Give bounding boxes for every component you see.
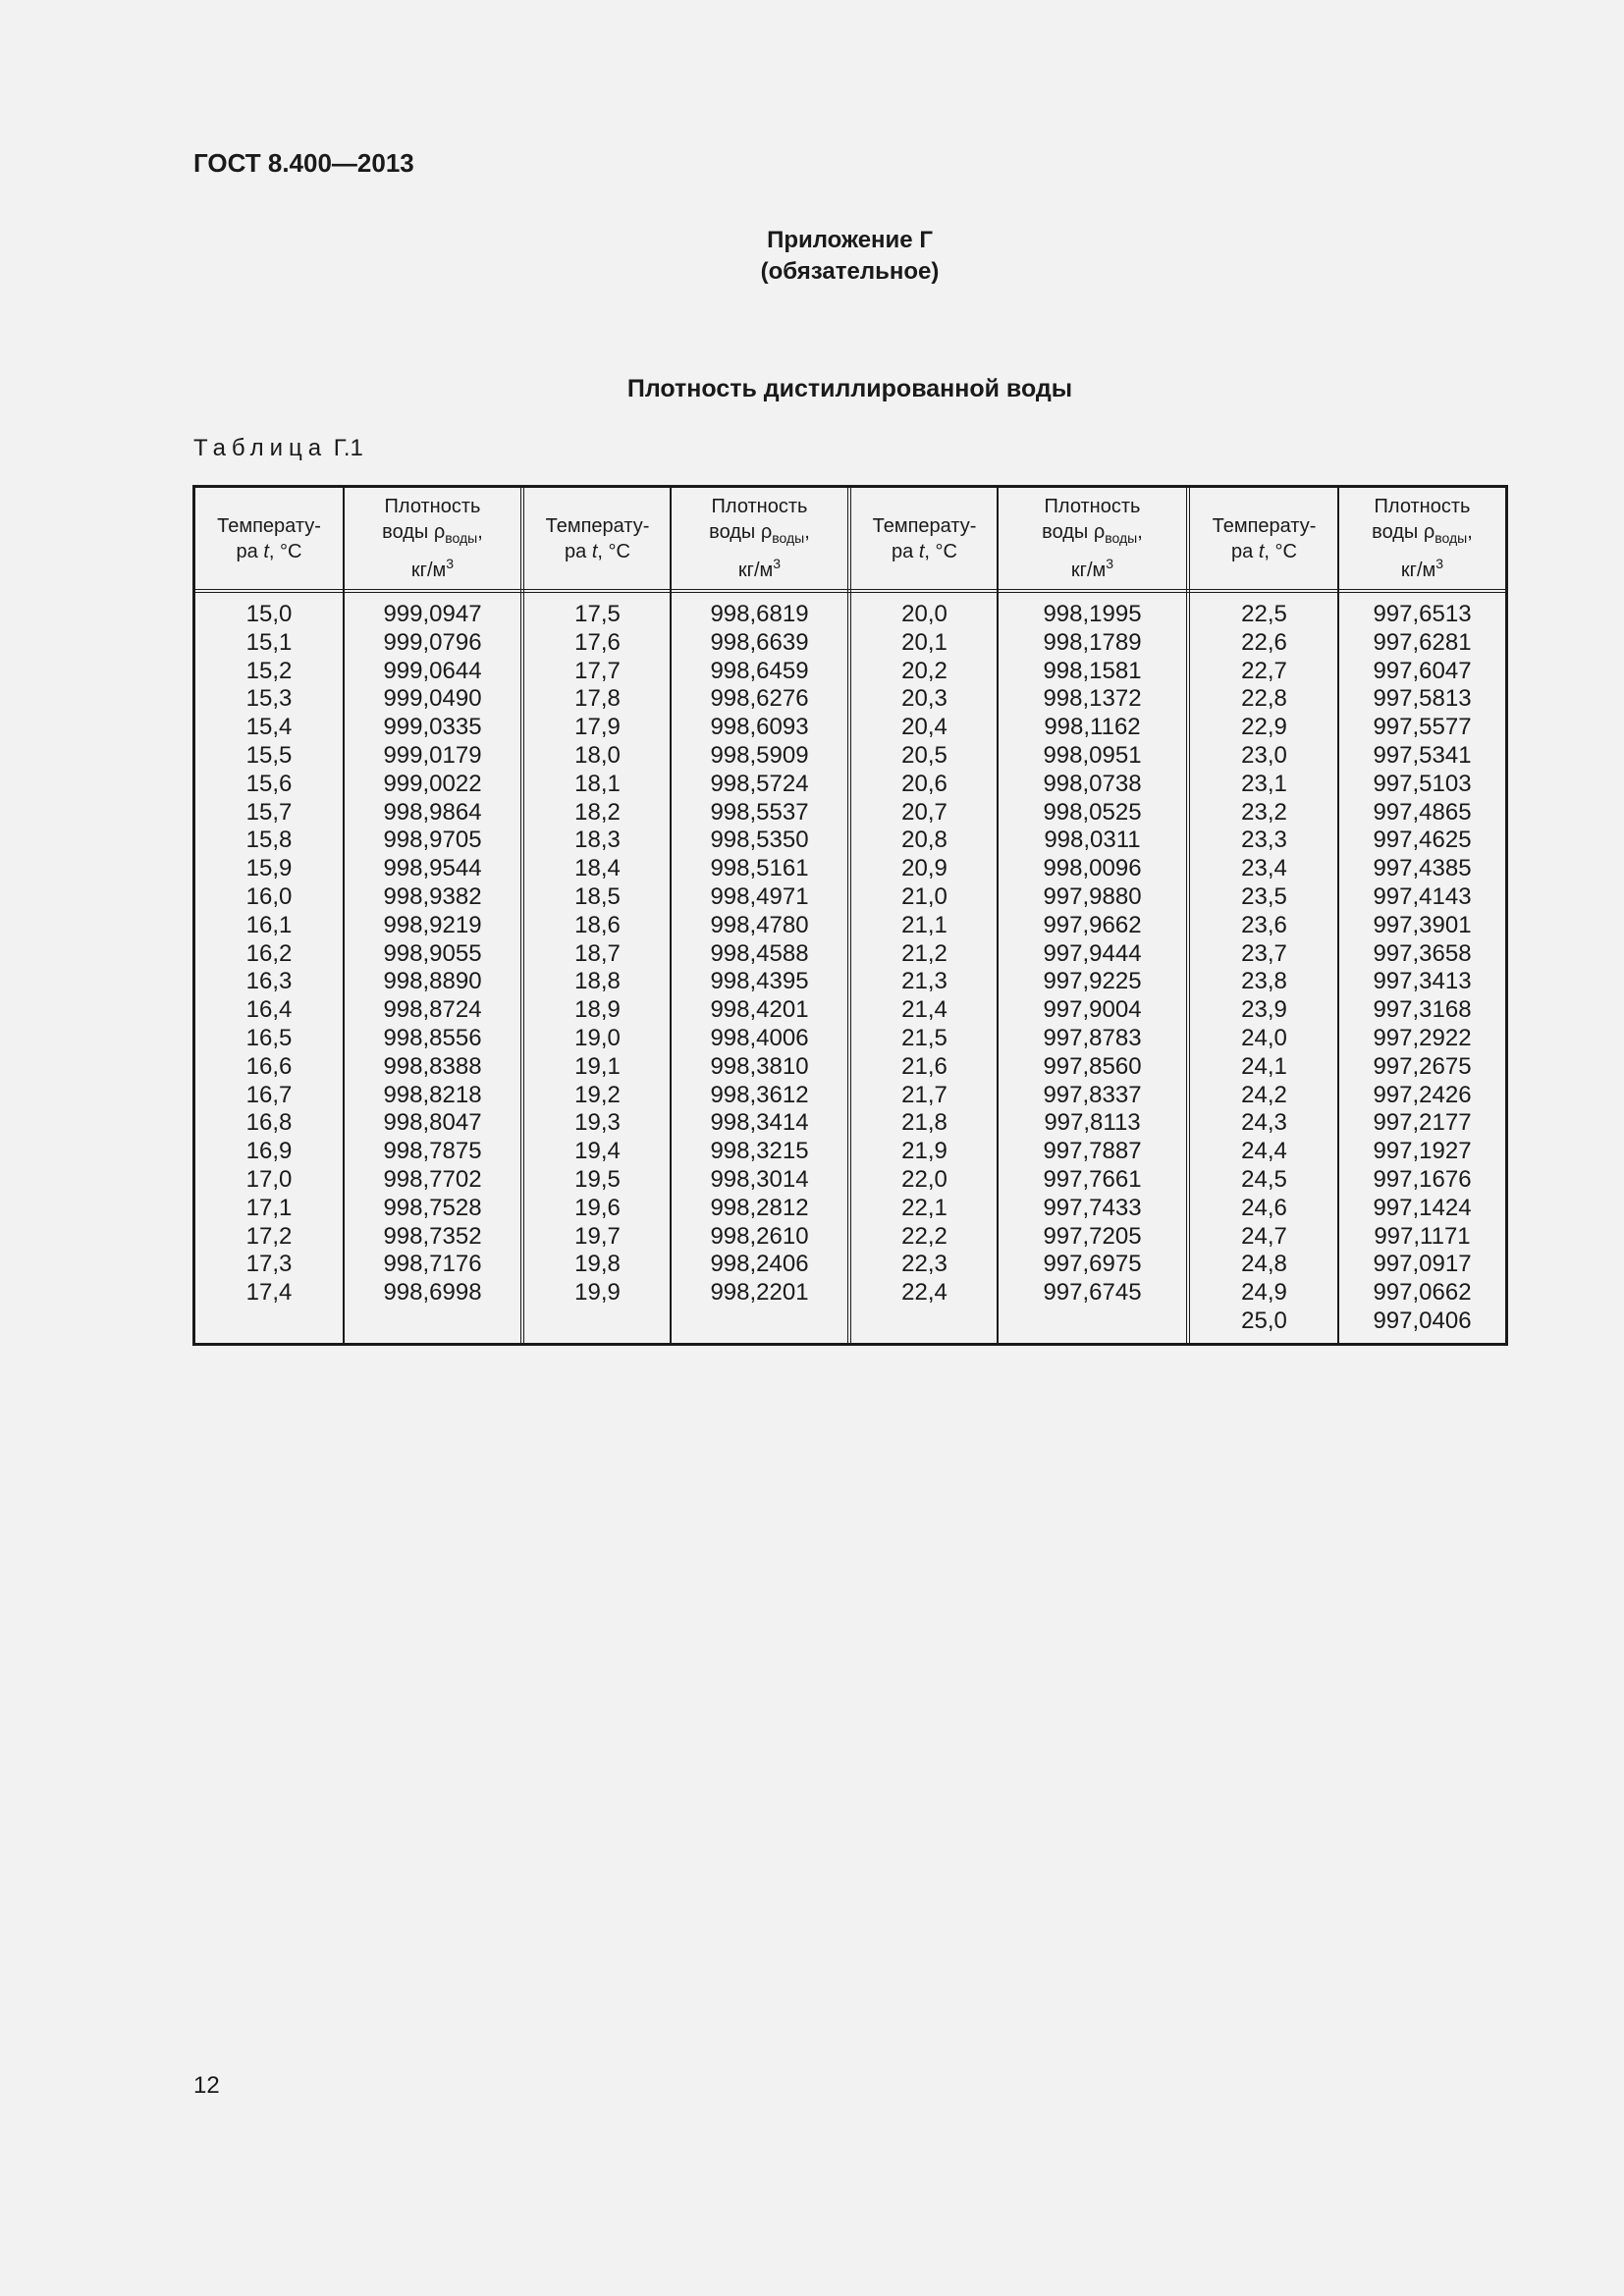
temperature-cell: 20,0: [901, 601, 947, 627]
header-density-unit-exponent: 3: [773, 556, 782, 571]
density-cell: 998,6459: [710, 657, 809, 684]
density-cell: 998,3612: [710, 1081, 809, 1108]
temperature-cell: 20,1: [901, 628, 947, 656]
document-code: ГОСТ 8.400—2013: [193, 148, 414, 178]
header-temperature-unit: , °С: [268, 540, 302, 562]
density-cell: 998,4780: [710, 911, 809, 938]
temperature-cell: 23,3: [1241, 827, 1287, 854]
header-density-subscript: воды: [772, 530, 805, 546]
temperature-cell: 17,1: [245, 1194, 293, 1221]
temperature-cell: 22,8: [1241, 685, 1287, 713]
header-temperature-variable: t: [1258, 540, 1265, 562]
temperature-cell: 20,5: [901, 741, 947, 769]
density-cell: 997,9004: [1043, 996, 1142, 1024]
density-cell: 998,2406: [710, 1251, 809, 1278]
temperature-cell: 15,8: [245, 827, 293, 854]
density-cell: 999,0644: [383, 657, 482, 684]
header-temperature-line1: Температу-: [217, 514, 321, 537]
density-cell: 999,0179: [383, 741, 482, 769]
density-cell: 997,8337: [1043, 1081, 1142, 1108]
temperature-cell: 22,7: [1241, 657, 1287, 684]
temperature-cell: 16,2: [245, 939, 293, 967]
density-cell: 997,0662: [1373, 1279, 1472, 1307]
temperature-cell: 18,3: [574, 827, 621, 854]
temperature-cell: 23,1: [1241, 770, 1287, 797]
density-cell: 997,1676: [1373, 1165, 1472, 1193]
density-cell: 997,4385: [1373, 855, 1472, 882]
temperature-cell: 21,2: [901, 939, 947, 967]
density-cell: 998,8890: [383, 968, 482, 995]
density-column: [1339, 601, 1505, 1336]
density-cell: 998,8388: [383, 1052, 482, 1080]
density-cell: 997,6281: [1373, 628, 1472, 656]
density-cell: 997,8113: [1044, 1109, 1141, 1137]
temperature-cell: 17,8: [574, 685, 621, 713]
density-cell: 998,7352: [383, 1222, 482, 1250]
temperature-cell: 22,1: [901, 1194, 947, 1221]
temperature-cell: 16,1: [245, 911, 293, 938]
density-cell: 998,1581: [1043, 657, 1142, 684]
header-density-prefix: воды: [382, 521, 434, 543]
density-cell: 997,5103: [1373, 770, 1472, 797]
temperature-cell: 24,7: [1241, 1222, 1287, 1250]
temperature-cell: 21,8: [901, 1109, 947, 1137]
temperature-cell: 24,4: [1241, 1138, 1287, 1165]
header-temperature-line1: Температу-: [545, 514, 650, 537]
density-cell: 998,7176: [383, 1251, 482, 1278]
appendix-title: Приложение Г: [767, 227, 933, 253]
density-cell: 997,9444: [1043, 939, 1142, 967]
header-density-prefix: воды: [709, 521, 761, 543]
temperature-cell: 19,0: [574, 1024, 621, 1051]
density-cell: 997,1927: [1373, 1138, 1472, 1165]
density-cell: 998,6819: [710, 601, 809, 627]
header-density: [1339, 488, 1505, 589]
density-cell: 998,5350: [710, 827, 809, 854]
temperature-cell: 18,0: [574, 741, 621, 769]
temperature-cell: 16,9: [245, 1138, 293, 1165]
density-cell: 998,7528: [383, 1194, 482, 1221]
temperature-cell: 18,5: [574, 882, 621, 910]
density-table: [192, 485, 1508, 1346]
temperature-cell: 17,6: [574, 628, 621, 656]
density-cell: 998,8556: [383, 1024, 482, 1051]
density-cell: 998,4201: [710, 996, 809, 1024]
temperature-cell: 18,1: [574, 770, 621, 797]
header-temperature-unit: , °С: [924, 540, 957, 562]
temperature-cell: 24,1: [1241, 1052, 1287, 1080]
group-divider: [520, 488, 524, 1343]
header-density: [345, 488, 520, 589]
header-density-unit: кг/м: [737, 560, 774, 581]
density-cell: 997,7433: [1043, 1194, 1142, 1221]
density-cell: 998,2610: [710, 1222, 809, 1250]
density-cell: 997,4143: [1373, 882, 1472, 910]
temperature-cell: 19,7: [574, 1222, 621, 1250]
temperature-cell: 21,5: [901, 1024, 947, 1051]
header-density-suffix: ,: [804, 521, 810, 543]
header-density-symbol: ρ: [760, 521, 773, 543]
density-cell: 998,9055: [383, 939, 482, 967]
temperature-cell: 17,4: [245, 1279, 293, 1307]
temperature-cell: 19,2: [574, 1081, 621, 1108]
temperature-cell: 23,8: [1241, 968, 1287, 995]
density-cell: 997,5341: [1373, 741, 1472, 769]
temperature-cell: 15,0: [245, 601, 293, 627]
density-cell: 999,0947: [383, 601, 482, 627]
header-temperature-line1: Температу-: [872, 514, 977, 537]
temperature-cell: 20,4: [901, 714, 947, 741]
density-cell: 997,4625: [1373, 827, 1472, 854]
density-cell: 997,6975: [1043, 1251, 1142, 1278]
density-cell: 997,8560: [1043, 1052, 1142, 1080]
density-cell: 997,7205: [1043, 1222, 1142, 1250]
density-cell: 998,6093: [710, 714, 809, 741]
density-cell: 998,3014: [710, 1165, 809, 1193]
density-cell: 998,2201: [710, 1279, 809, 1307]
density-cell: 998,0525: [1043, 798, 1142, 826]
density-cell: 997,9662: [1043, 911, 1142, 938]
density-cell: 997,5577: [1373, 714, 1472, 741]
density-cell: 998,5161: [710, 855, 809, 882]
density-cell: 997,2922: [1373, 1024, 1472, 1051]
density-cell: 998,0738: [1043, 770, 1142, 797]
group-divider: [847, 488, 851, 1343]
density-column: [999, 601, 1186, 1308]
temperature-cell: 17,2: [245, 1222, 293, 1250]
density-cell: 997,8783: [1043, 1024, 1142, 1051]
temperature-column: [195, 601, 343, 1308]
temperature-cell: 24,3: [1241, 1109, 1287, 1137]
temperature-cell: 15,2: [245, 657, 293, 684]
header-temperature: [195, 488, 343, 589]
density-cell: 998,0311: [1044, 827, 1141, 854]
temperature-cell: 19,9: [574, 1279, 621, 1307]
density-cell: 998,8724: [383, 996, 482, 1024]
header-density-unit-exponent: 3: [1435, 556, 1444, 571]
temperature-column: [1191, 601, 1337, 1336]
page-number: 12: [193, 2072, 220, 2099]
temperature-cell: 21,9: [901, 1138, 947, 1165]
density-cell: 998,9382: [383, 882, 482, 910]
temperature-cell: 21,7: [901, 1081, 947, 1108]
density-cell: 997,6745: [1043, 1279, 1142, 1307]
density-cell: 997,5813: [1373, 685, 1472, 713]
density-cell: 997,1424: [1373, 1194, 1472, 1221]
density-cell: 998,6998: [383, 1279, 482, 1307]
header-density-unit: кг/м: [1070, 560, 1107, 581]
density-cell: 999,0335: [383, 714, 482, 741]
temperature-cell: 17,5: [574, 601, 621, 627]
header-temperature: [525, 488, 670, 589]
temperature-cell: 23,9: [1241, 996, 1287, 1024]
density-cell: 999,0022: [383, 770, 482, 797]
header-density-line1: Плотность: [384, 496, 481, 517]
temperature-cell: 22,5: [1241, 601, 1287, 627]
density-cell: 998,9705: [383, 827, 482, 854]
temperature-cell: 19,6: [574, 1194, 621, 1221]
density-cell: 998,8218: [383, 1081, 482, 1108]
temperature-cell: 22,6: [1241, 628, 1287, 656]
group-divider: [1186, 488, 1190, 1343]
density-cell: 998,7702: [383, 1165, 482, 1193]
header-temperature-prefix: ра: [1231, 540, 1259, 562]
density-cell: 997,2426: [1373, 1081, 1472, 1108]
header-density-prefix: воды: [1372, 521, 1424, 543]
density-column: [345, 601, 520, 1308]
density-cell: 998,4971: [710, 882, 809, 910]
temperature-cell: 24,0: [1241, 1024, 1287, 1051]
temperature-cell: 17,3: [245, 1251, 293, 1278]
temperature-cell: 20,7: [901, 798, 947, 826]
density-cell: 998,8047: [383, 1109, 482, 1137]
density-cell: 998,5724: [710, 770, 809, 797]
temperature-cell: 22,4: [901, 1279, 947, 1307]
header-density: [999, 488, 1186, 589]
density-cell: 998,9544: [383, 855, 482, 882]
table-caption-word: Таблица: [193, 435, 328, 461]
temperature-cell: 22,9: [1241, 714, 1287, 741]
temperature-cell: 19,1: [574, 1052, 621, 1080]
density-cell: 998,5537: [710, 798, 809, 826]
temperature-cell: 16,3: [245, 968, 293, 995]
temperature-cell: 19,4: [574, 1138, 621, 1165]
temperature-cell: 20,6: [901, 770, 947, 797]
header-density-unit: кг/м: [1400, 560, 1436, 581]
header-temperature-prefix: ра: [236, 540, 264, 562]
header-temperature-prefix: ра: [892, 540, 919, 562]
temperature-cell: 16,7: [245, 1081, 293, 1108]
header-density-prefix: воды: [1042, 521, 1094, 543]
density-cell: 997,2177: [1373, 1109, 1472, 1137]
temperature-cell: 16,8: [245, 1109, 293, 1137]
density-cell: 997,4865: [1373, 798, 1472, 826]
temperature-cell: 15,3: [245, 685, 293, 713]
density-cell: 998,3810: [710, 1052, 809, 1080]
section-title: Плотность дистиллированной воды: [626, 375, 1073, 402]
density-cell: 998,4588: [710, 939, 809, 967]
header-density-subscript: воды: [1435, 530, 1468, 546]
appendix-note: (обязательное): [760, 258, 940, 285]
header-density-subscript: воды: [445, 530, 478, 546]
temperature-cell: 18,8: [574, 968, 621, 995]
density-cell: 998,3215: [710, 1138, 809, 1165]
header-density-unit-exponent: 3: [1106, 556, 1114, 571]
density-cell: 997,0406: [1373, 1307, 1472, 1334]
header-temperature-variable: t: [591, 540, 598, 562]
header-density-suffix: ,: [1467, 521, 1473, 543]
density-cell: 998,7875: [383, 1138, 482, 1165]
temperature-cell: 23,4: [1241, 855, 1287, 882]
density-cell: 997,9880: [1043, 882, 1142, 910]
density-cell: 998,4006: [710, 1024, 809, 1051]
temperature-cell: 19,5: [574, 1165, 621, 1193]
density-cell: 997,6047: [1373, 657, 1472, 684]
density-cell: 998,4395: [710, 968, 809, 995]
temperature-cell: 25,0: [1241, 1307, 1287, 1334]
header-temperature-line1: Температу-: [1212, 514, 1317, 537]
density-cell: 997,3658: [1373, 939, 1472, 967]
header-density-suffix: ,: [1137, 521, 1143, 543]
density-cell: 997,7887: [1043, 1138, 1142, 1165]
temperature-cell: 24,6: [1241, 1194, 1287, 1221]
temperature-cell: 15,7: [245, 798, 293, 826]
temperature-cell: 21,6: [901, 1052, 947, 1080]
temperature-cell: 16,0: [245, 882, 293, 910]
header-density: [672, 488, 847, 589]
header-temperature: [1191, 488, 1337, 589]
temperature-cell: 21,0: [901, 882, 947, 910]
density-cell: 998,0951: [1043, 741, 1142, 769]
temperature-cell: 23,0: [1241, 741, 1287, 769]
temperature-cell: 20,2: [901, 657, 947, 684]
temperature-cell: 21,4: [901, 996, 947, 1024]
header-density-line1: Плотность: [1374, 496, 1471, 517]
temperature-cell: 18,4: [574, 855, 621, 882]
density-cell: 998,1162: [1044, 714, 1141, 741]
density-cell: 998,2812: [710, 1194, 809, 1221]
density-column: [672, 601, 847, 1308]
density-cell: 998,6276: [710, 685, 809, 713]
temperature-cell: 15,4: [245, 714, 293, 741]
temperature-cell: 15,1: [245, 628, 293, 656]
density-cell: 998,1789: [1043, 628, 1142, 656]
temperature-cell: 24,9: [1241, 1279, 1287, 1307]
temperature-cell: 18,2: [574, 798, 621, 826]
temperature-cell: 24,2: [1241, 1081, 1287, 1108]
density-cell: 998,1995: [1043, 601, 1142, 627]
temperature-cell: 18,9: [574, 996, 621, 1024]
density-cell: 997,3168: [1373, 996, 1472, 1024]
temperature-cell: 17,9: [574, 714, 621, 741]
density-cell: 997,7661: [1043, 1165, 1142, 1193]
temperature-column: [525, 601, 670, 1308]
temperature-cell: 17,7: [574, 657, 621, 684]
temperature-cell: 16,4: [245, 996, 293, 1024]
header-density-symbol: ρ: [1093, 521, 1106, 543]
temperature-cell: 23,2: [1241, 798, 1287, 826]
density-cell: 998,6639: [710, 628, 809, 656]
density-cell: 998,1372: [1043, 685, 1142, 713]
temperature-cell: 20,8: [901, 827, 947, 854]
temperature-cell: 18,7: [574, 939, 621, 967]
temperature-cell: 24,5: [1241, 1165, 1287, 1193]
temperature-column: [852, 601, 997, 1308]
density-cell: 999,0490: [383, 685, 482, 713]
header-temperature-variable: t: [263, 540, 269, 562]
temperature-cell: 22,2: [901, 1222, 947, 1250]
temperature-cell: 23,6: [1241, 911, 1287, 938]
header-density-unit-exponent: 3: [446, 556, 455, 571]
header-density-subscript: воды: [1105, 530, 1138, 546]
density-cell: 997,3901: [1373, 911, 1472, 938]
header-temperature: [852, 488, 997, 589]
temperature-cell: 22,3: [901, 1251, 947, 1278]
temperature-cell: 19,8: [574, 1251, 621, 1278]
density-cell: 997,0917: [1373, 1251, 1472, 1278]
header-density-symbol: ρ: [1423, 521, 1435, 543]
density-cell: 997,3413: [1373, 968, 1472, 995]
density-cell: 998,3414: [710, 1109, 809, 1137]
header-density-suffix: ,: [477, 521, 483, 543]
temperature-cell: 15,5: [245, 741, 293, 769]
header-density-symbol: ρ: [433, 521, 446, 543]
header-temperature-unit: , °С: [597, 540, 630, 562]
density-cell: 998,5909: [710, 741, 809, 769]
temperature-cell: 20,9: [901, 855, 947, 882]
header-density-line1: Плотность: [711, 496, 808, 517]
header-temperature-unit: , °С: [1264, 540, 1297, 562]
table-caption-number: Г.1: [333, 435, 363, 461]
temperature-cell: 21,3: [901, 968, 947, 995]
header-temperature-variable: t: [918, 540, 925, 562]
temperature-cell: 16,6: [245, 1052, 293, 1080]
density-cell: 998,9219: [383, 911, 482, 938]
temperature-cell: 17,0: [245, 1165, 293, 1193]
temperature-cell: 23,5: [1241, 882, 1287, 910]
density-cell: 997,2675: [1373, 1052, 1472, 1080]
temperature-cell: 15,6: [245, 770, 293, 797]
density-cell: 999,0796: [383, 628, 482, 656]
density-cell: 998,9864: [383, 798, 482, 826]
temperature-cell: 21,1: [901, 911, 947, 938]
temperature-cell: 18,6: [574, 911, 621, 938]
density-cell: 998,0096: [1043, 855, 1142, 882]
temperature-cell: 23,7: [1241, 939, 1287, 967]
temperature-cell: 24,8: [1241, 1251, 1287, 1278]
density-cell: 997,9225: [1043, 968, 1142, 995]
temperature-cell: 16,5: [245, 1024, 293, 1051]
temperature-cell: 15,9: [245, 855, 293, 882]
header-density-line1: Плотность: [1044, 496, 1141, 517]
header-temperature-prefix: ра: [565, 540, 592, 562]
table-caption: [193, 435, 363, 462]
temperature-cell: 19,3: [574, 1109, 621, 1137]
header-density-unit: кг/м: [410, 560, 447, 581]
temperature-cell: 20,3: [901, 685, 947, 713]
temperature-cell: 22,0: [901, 1165, 947, 1193]
density-cell: 997,6513: [1373, 601, 1472, 627]
density-cell: 997,1171: [1374, 1222, 1471, 1250]
